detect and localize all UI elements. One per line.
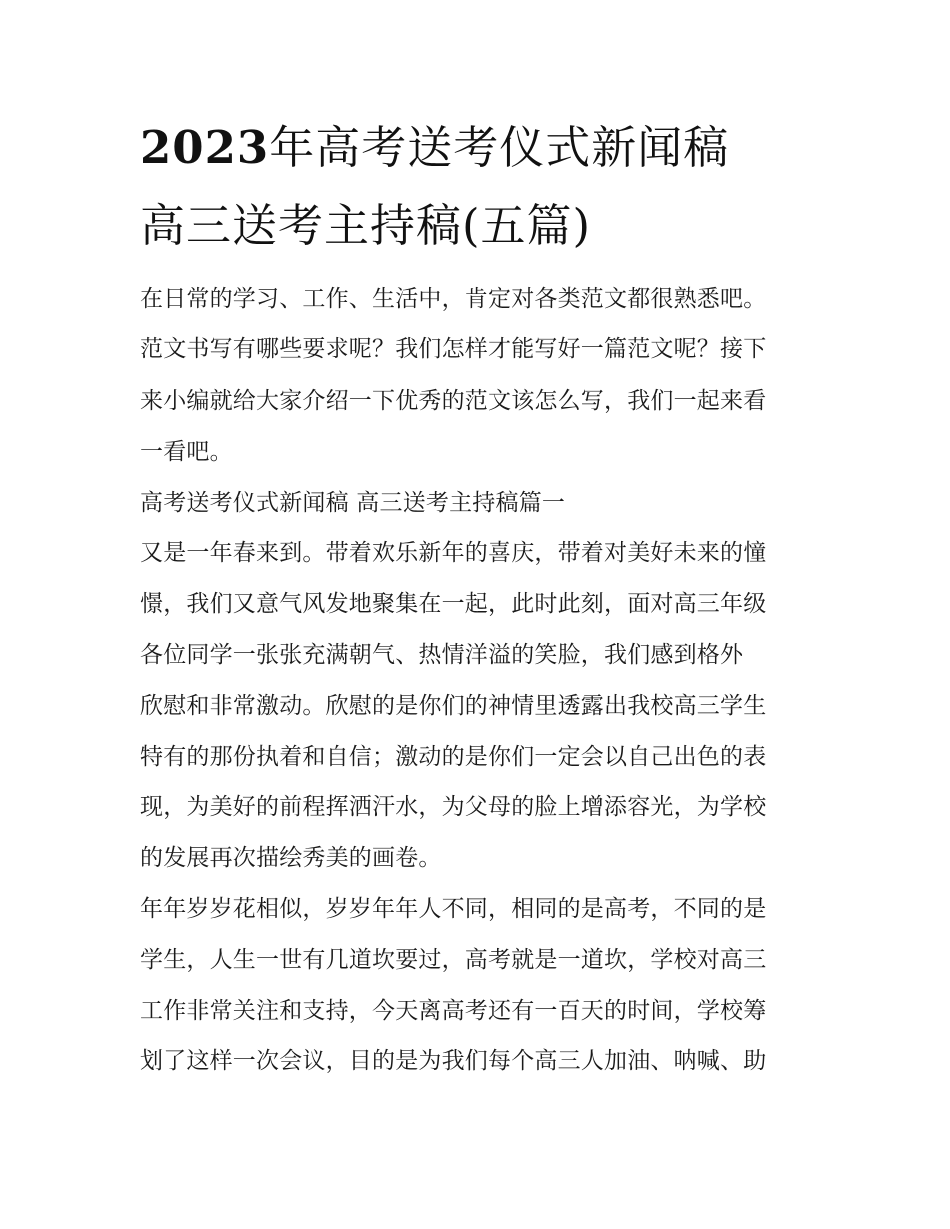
text-line: 来小编就给大家介绍一下优秀的范文该怎么写，我们一起来看 — [140, 388, 767, 414]
text-line: 一看吧。 — [140, 439, 233, 465]
text-line: 各位同学一张张充满朝气、热情洋溢的笑脸，我们感到格外 — [140, 642, 744, 668]
text-line: 范文书写有哪些要求呢？我们怎样才能写好一篇范文呢？接下 — [140, 336, 767, 362]
text-line: 欣慰和非常激动。欣慰的是你们的神情里透露出我校高三学生 — [140, 693, 767, 719]
text-line: 现，为美好的前程挥洒汗水，为父母的脸上增添容光，为学校 — [140, 794, 767, 820]
section-heading: 高考送考仪式新闻稿 高三送考主持稿篇一 — [140, 490, 566, 516]
text-line: 学生，人生一世有几道坎要过，高考就是一道坎，学校对高三 — [140, 947, 767, 973]
text-line: 在日常的学习、工作、生活中，肯定对各类范文都很熟悉吧。 — [140, 286, 767, 312]
title-year: 2023 — [140, 121, 270, 174]
text-line: 工作非常关注和支持，今天离高考还有一百天的时间，学校筹 — [140, 998, 767, 1024]
title-line-1-text: 年高考送考仪式新闻稿 — [269, 121, 730, 174]
text-line: 划了这样一次会议，目的是为我们每个高三人加油、呐喊、助 — [140, 1048, 767, 1074]
text-line: 又是一年春来到。带着欢乐新年的喜庆，带着对美好未来的憧 — [140, 540, 767, 566]
text-line: 憬，我们又意气风发地聚集在一起，此时此刻，面对高三年级 — [140, 591, 767, 617]
document-title-line-1 — [140, 118, 830, 178]
document-title-line-2: 高三送考主持稿(五篇) — [140, 199, 592, 252]
text-line: 特有的那份执着和自信；激动的是你们一定会以自己出色的表 — [140, 744, 767, 770]
text-line: 的发展再次描绘秀美的画卷。 — [140, 845, 442, 871]
text-line: 年年岁岁花相似，岁岁年年人不同，相同的是高考，不同的是 — [140, 896, 767, 922]
